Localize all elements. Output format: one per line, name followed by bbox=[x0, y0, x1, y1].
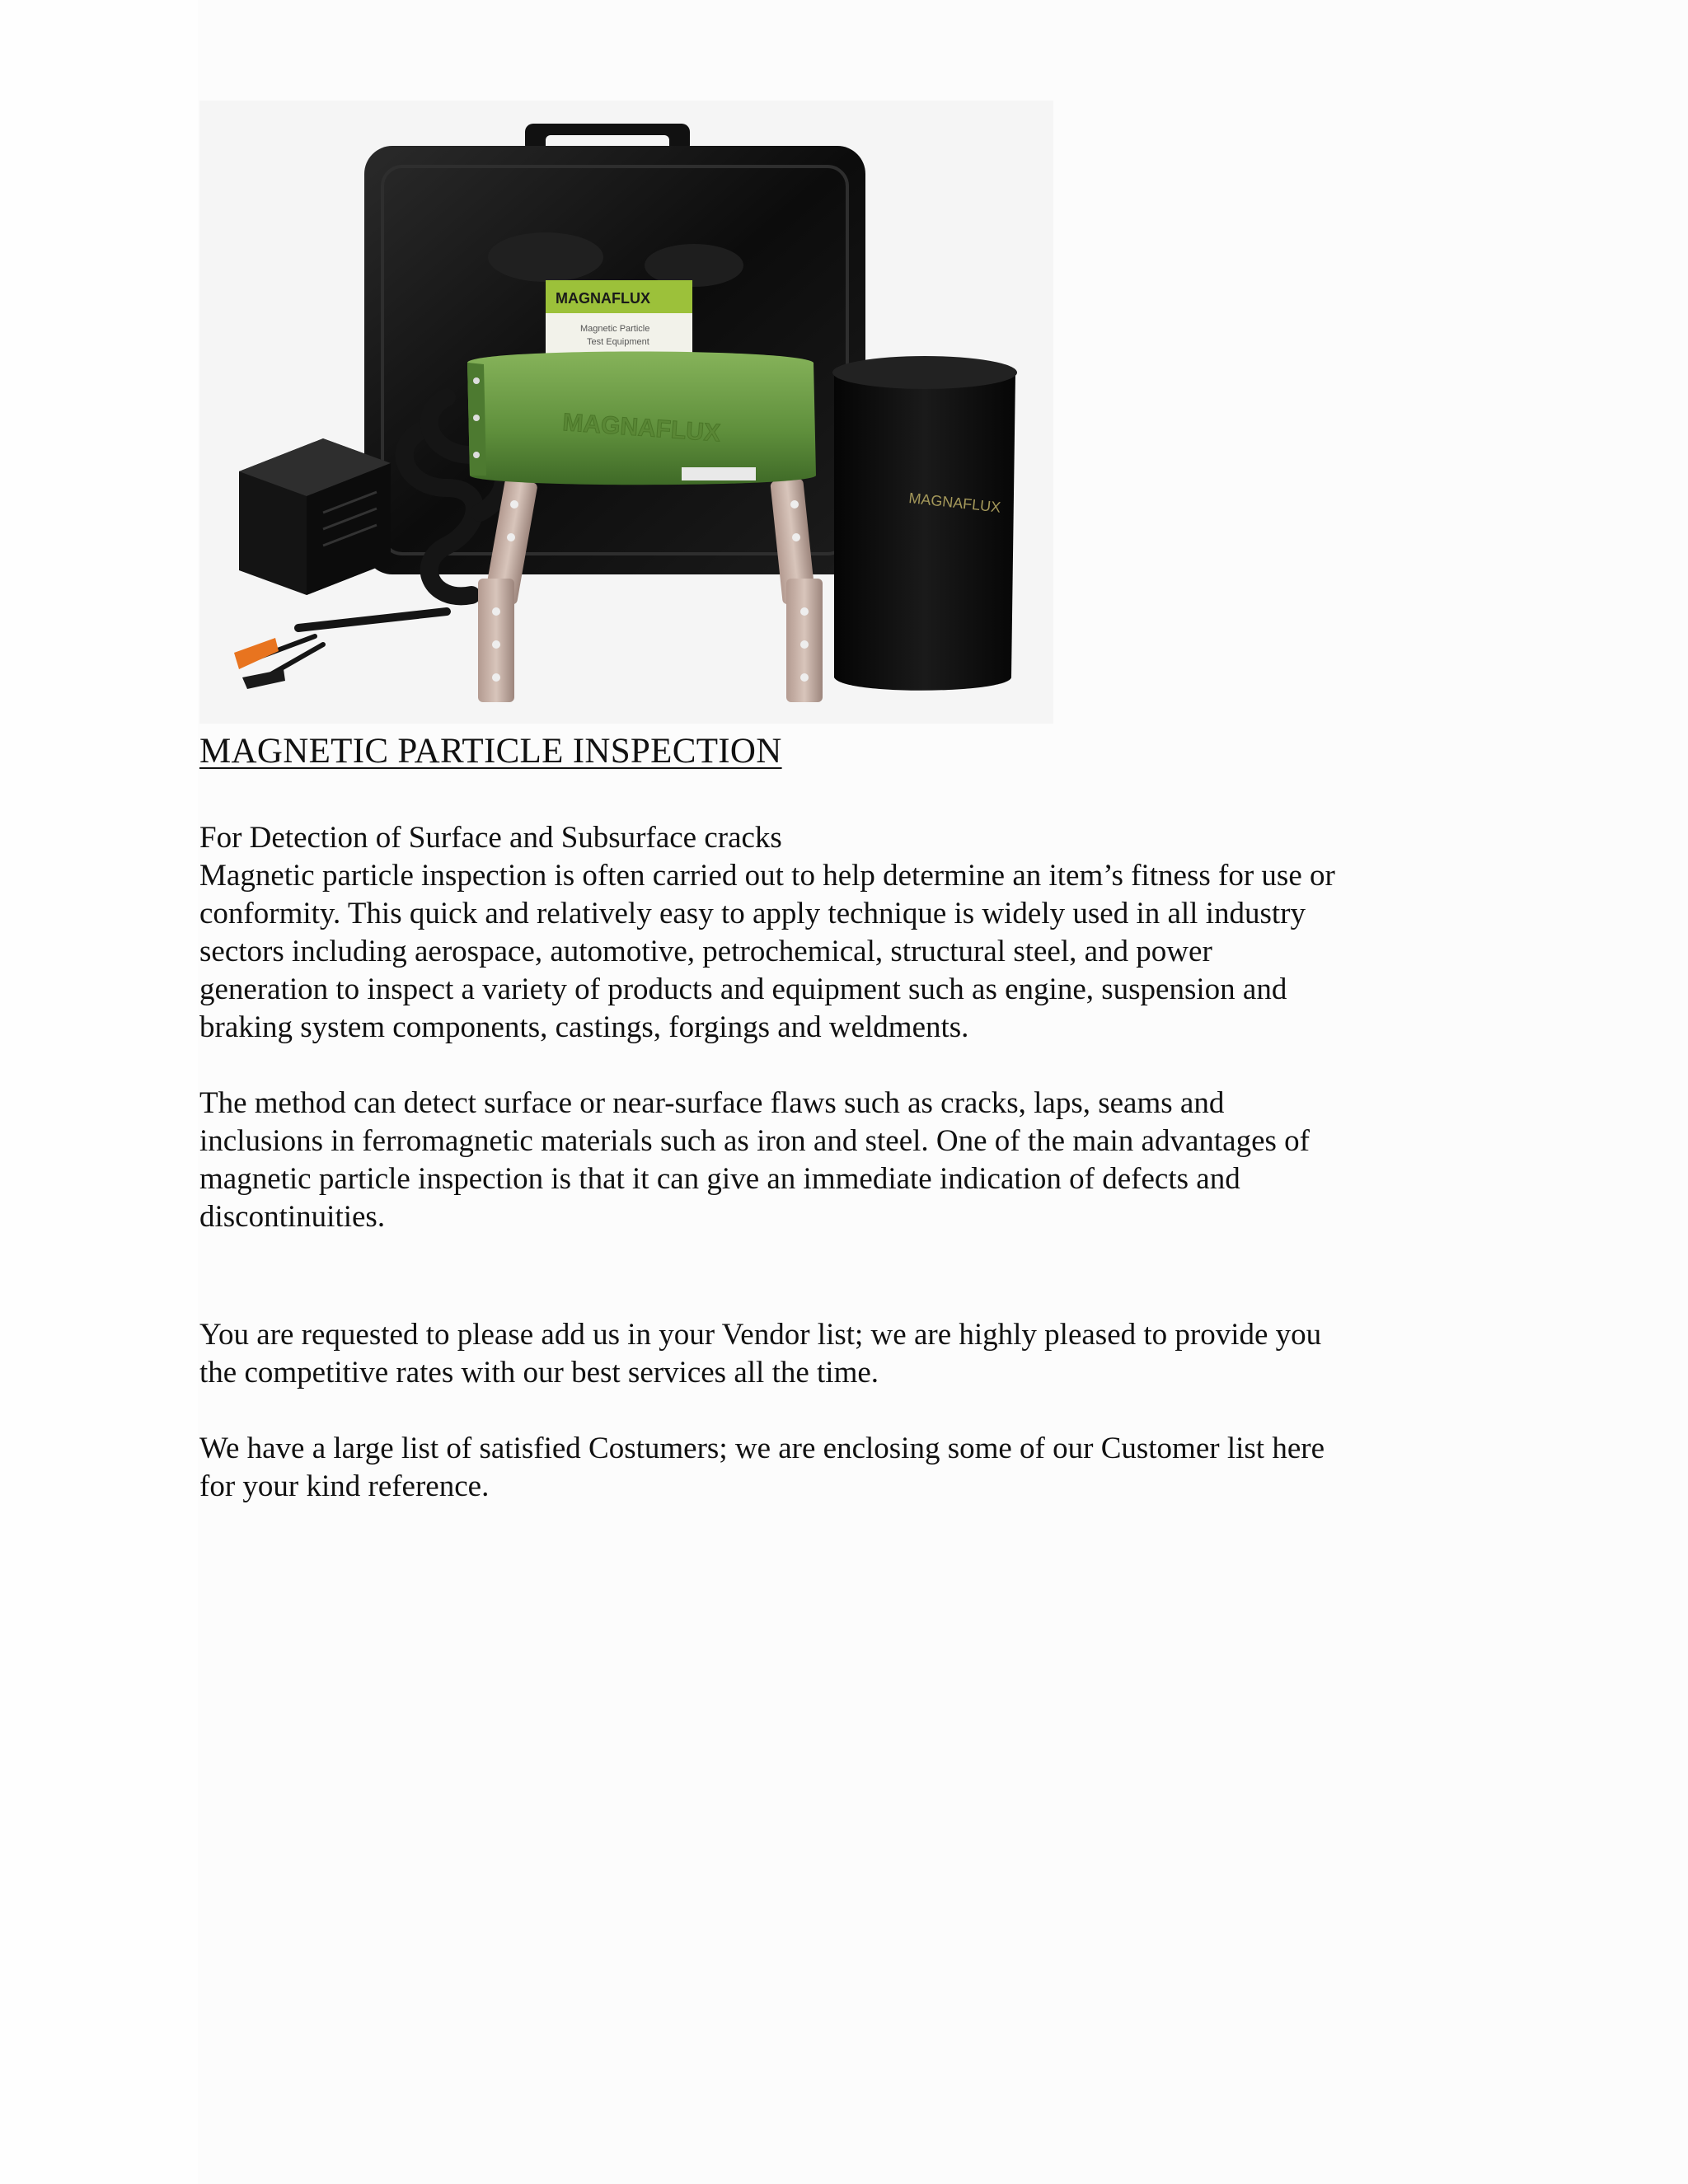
paragraph-line: conformity. This quick and relatively easy to apply technique is widely used in all industry bbox=[199, 897, 1306, 930]
paragraph-customer-list bbox=[199, 1430, 1502, 1506]
document-title: MAGNETIC PARTICLE INSPECTION bbox=[199, 732, 782, 771]
pouch-brand: MAGNAFLUX bbox=[907, 490, 1002, 516]
pouch-image bbox=[832, 356, 1017, 691]
paragraph-line: We have a large list of satisfied Costumers; we are enclosing some of our Customer list here bbox=[199, 1432, 1325, 1465]
paragraph-line: magnetic particle inspection is that it can give an immediate indication of defects and bbox=[199, 1162, 1240, 1196]
yoke-image bbox=[467, 352, 816, 485]
paragraph-line: sectors including aerospace, automotive, petrochemical, structural steel, and power bbox=[199, 935, 1212, 968]
paragraph-line: generation to inspect a variety of products and equipment such as engine, suspension and bbox=[199, 972, 1287, 1006]
case-label-line1: Magnetic Particle bbox=[580, 324, 650, 334]
product-photo bbox=[199, 101, 1053, 724]
paragraph-line: discontinuities. bbox=[199, 1200, 386, 1234]
yoke-brand: MAGNAFLUX bbox=[561, 409, 722, 448]
case-label-brand: MAGNAFLUX bbox=[556, 290, 650, 307]
case-label-line2: Test Equipment bbox=[587, 337, 649, 347]
paragraph-line: Magnetic particle inspection is often carried out to help determine an item’s fitness for use or bbox=[199, 859, 1335, 893]
paragraph-line: inclusions in ferromagnetic materials such as iron and steel. One of the main advantages of bbox=[199, 1124, 1310, 1158]
subtitle-text: For Detection of Surface and Subsurface cracks bbox=[199, 821, 782, 855]
paragraph-line: the competitive rates with our best services all the time. bbox=[199, 1356, 879, 1390]
paragraph-method bbox=[199, 1085, 1502, 1236]
paragraph-fitness bbox=[199, 857, 1502, 1047]
paragraph-vendor-request bbox=[199, 1316, 1502, 1392]
document-subtitle bbox=[199, 819, 1502, 857]
paragraph-line: You are requested to please add us in your Vendor list; we are highly pleased to provide you bbox=[199, 1318, 1322, 1352]
paragraph-line: for your kind reference. bbox=[199, 1469, 490, 1503]
paragraph-line: The method can detect surface or near-surface flaws such as cracks, laps, seams and bbox=[199, 1086, 1225, 1120]
paragraph-line: braking system components, castings, forgings and weldments. bbox=[199, 1010, 969, 1044]
